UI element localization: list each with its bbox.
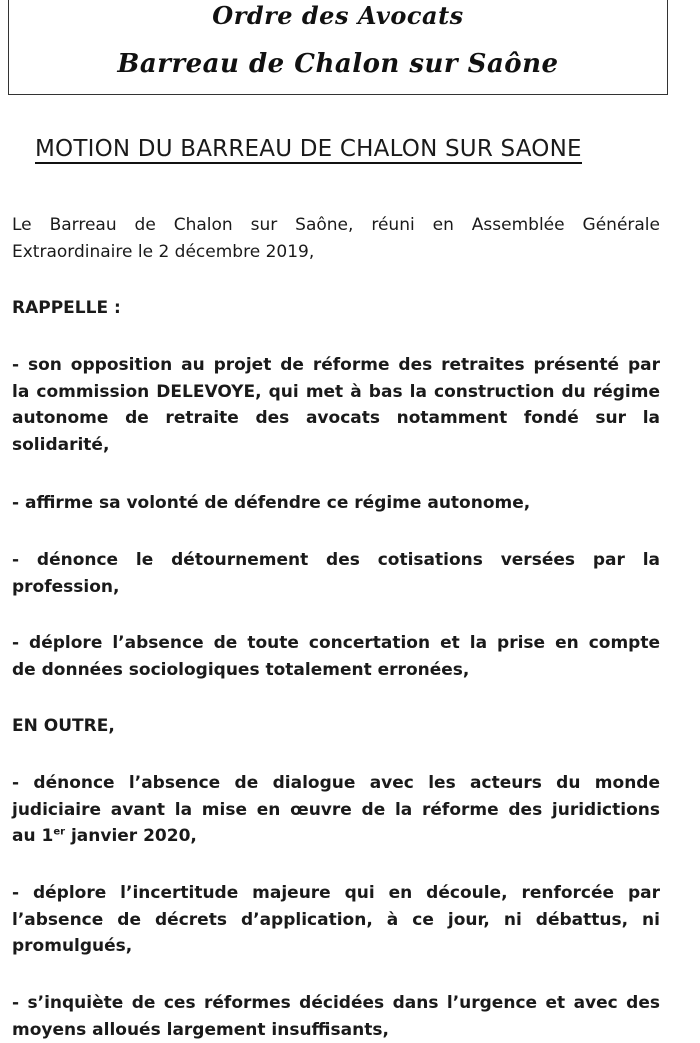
item-line: autonome de retraite des avocats notamment fondé sur la [12, 405, 660, 432]
item-line: au 1er janvier 2020, [12, 823, 660, 850]
item-line: judiciaire avant la mise en œuvre de la réforme des juridictions [12, 797, 660, 824]
section-heading-rappelle: RAPPELLE : [12, 295, 660, 322]
item-line: - déplore l’absence de toute concertation et la prise en compte [12, 630, 660, 657]
letterhead-bar: Barreau de Chalon sur Saône [9, 49, 667, 79]
section-heading-en-outre: EN OUTRE, [12, 713, 660, 740]
item-line: - déplore l’incertitude majeure qui en découle, renforcée par [12, 880, 660, 907]
motion-item [12, 352, 660, 458]
motion-item [12, 770, 660, 850]
document-title: MOTION DU BARREAU DE CHALON SUR SAONE [35, 136, 582, 164]
item-line: - s’inquiète de ces réformes décidées dans l’urgence et avec des [12, 990, 660, 1017]
item-line: l’absence de décrets d’application, à ce jour, ni débattus, ni [12, 907, 660, 934]
item-line: moyens alloués largement insuffisants, [12, 1017, 660, 1043]
intro-paragraph [12, 212, 660, 265]
item-line: - dénonce l’absence de dialogue avec les acteurs du monde [12, 770, 660, 797]
item-line: de données sociologiques totalement erronées, [12, 657, 660, 684]
item-line: profession, [12, 574, 660, 601]
letterhead-box [8, 0, 668, 95]
letterhead-order: Ordre des Avocats [9, 1, 667, 30]
item-line: - son opposition au projet de réforme des retraites présenté par [12, 352, 660, 379]
motion-item [12, 630, 660, 683]
superscript-er: er [53, 826, 65, 837]
item-line: la commission DELEVOYE, qui met à bas la construction du régime [12, 379, 660, 406]
intro-line: Extraordinaire le 2 décembre 2019, [12, 239, 660, 266]
motion-item: - affirme sa volonté de défendre ce régime autonome, [12, 490, 660, 517]
motion-item [12, 880, 660, 960]
item-line: solidarité, [12, 432, 660, 459]
motion-item [12, 990, 660, 1043]
item-line: - dénonce le détournement des cotisations versées par la [12, 547, 660, 574]
motion-item [12, 547, 660, 600]
item-line: promulgués, [12, 933, 660, 960]
intro-line: Le Barreau de Chalon sur Saône, réuni en Assemblée Générale [12, 212, 660, 239]
